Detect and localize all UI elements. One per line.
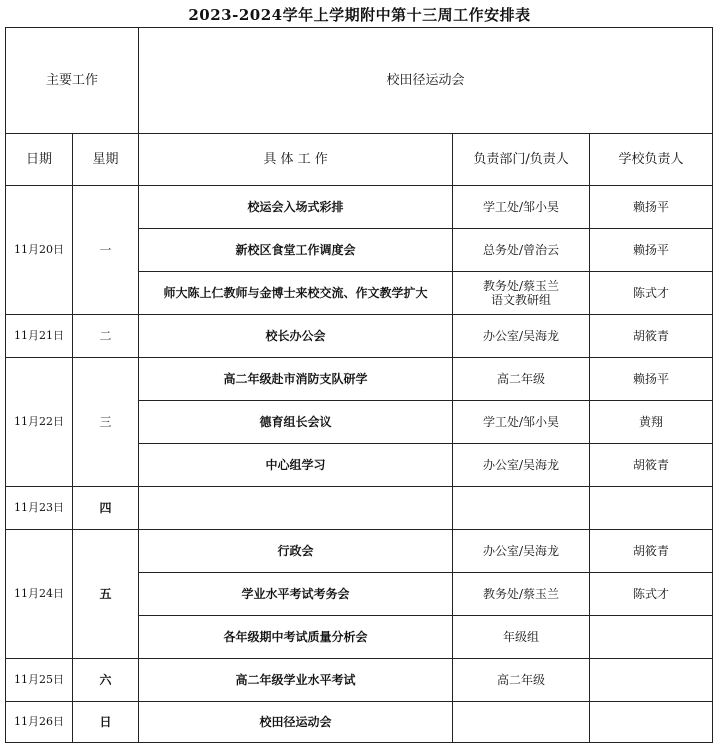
dept-cell: 办公室/吴海龙 — [453, 530, 590, 573]
date-cell: 11月23日 — [6, 487, 73, 530]
task-cell: 校长办公会 — [139, 315, 453, 358]
table-row — [6, 530, 713, 573]
dept-cell: 办公室/吴海龙 — [453, 315, 590, 358]
task-cell — [139, 487, 453, 530]
dept-cell: 学工处/邹小昊 — [453, 186, 590, 229]
task-cell: 行政会 — [139, 530, 453, 573]
task-cell: 高二年级学业水平考试 — [139, 659, 453, 702]
table-row — [6, 186, 713, 229]
leader-cell: 陈式才 — [590, 272, 713, 315]
header-task: 具 体 工 作 — [139, 134, 453, 186]
dept-cell: 学工处/邹小昊 — [453, 401, 590, 444]
weekday-cell: 六 — [73, 659, 139, 702]
header-date: 日期 — [6, 134, 73, 186]
task-cell: 新校区食堂工作调度会 — [139, 229, 453, 272]
weekday-cell: 四 — [73, 487, 139, 530]
leader-cell: 赖扬平 — [590, 358, 713, 401]
dept-cell: 办公室/吴海龙 — [453, 444, 590, 487]
leader-cell — [590, 659, 713, 702]
table-row — [6, 315, 713, 358]
dept-cell: 高二年级 — [453, 358, 590, 401]
main-work-value: 校田径运动会 — [139, 28, 713, 134]
header-row — [6, 134, 713, 186]
task-cell: 校运会入场式彩排 — [139, 186, 453, 229]
table-row — [6, 659, 713, 702]
header-weekday: 星期 — [73, 134, 139, 186]
dept-cell — [453, 702, 590, 743]
date-cell: 11月25日 — [6, 659, 73, 702]
leader-cell: 陈式才 — [590, 573, 713, 616]
leader-cell: 胡筱青 — [590, 444, 713, 487]
table-row — [6, 487, 713, 530]
date-cell: 11月21日 — [6, 315, 73, 358]
leader-cell: 赖扬平 — [590, 229, 713, 272]
leader-cell — [590, 702, 713, 743]
weekday-cell: 二 — [73, 315, 139, 358]
date-cell: 11月20日 — [6, 186, 73, 315]
dept-cell: 年级组 — [453, 616, 590, 659]
date-cell: 11月26日 — [6, 702, 73, 743]
leader-cell: 赖扬平 — [590, 186, 713, 229]
main-work-label: 主要工作 — [6, 28, 139, 134]
task-cell: 中心组学习 — [139, 444, 453, 487]
table-row — [6, 702, 713, 743]
page-title: 2023-2024学年上学期附中第十三周工作安排表 — [188, 6, 531, 24]
task-cell: 高二年级赴市消防支队研学 — [139, 358, 453, 401]
dept-cell — [453, 487, 590, 530]
date-cell: 11月24日 — [6, 530, 73, 659]
weekday-cell: 日 — [73, 702, 139, 743]
schedule-table — [5, 27, 713, 743]
task-cell: 德育组长会议 — [139, 401, 453, 444]
dept-line: 教务处/蔡玉兰 — [482, 279, 560, 293]
leader-cell: 黄翔 — [590, 401, 713, 444]
weekday-cell: 三 — [73, 358, 139, 487]
dept-cell: 教务处/蔡玉兰 — [453, 573, 590, 616]
dept-cell — [453, 272, 590, 315]
weekday-cell: 一 — [73, 186, 139, 315]
date-cell: 11月22日 — [6, 358, 73, 487]
leader-cell: 胡筱青 — [590, 530, 713, 573]
dept-cell: 高二年级 — [453, 659, 590, 702]
task-cell: 各年级期中考试质量分析会 — [139, 616, 453, 659]
leader-cell — [590, 616, 713, 659]
table-row — [6, 358, 713, 401]
header-dept: 负责部门/负责人 — [453, 134, 590, 186]
leader-cell: 胡筱青 — [590, 315, 713, 358]
leader-cell — [590, 487, 713, 530]
task-cell: 师大陈上仁教师与金博士来校交流、作文教学扩大 — [139, 272, 453, 315]
task-cell: 学业水平考试考务会 — [139, 573, 453, 616]
header-leader: 学校负责人 — [590, 134, 713, 186]
dept-line-2: 语文教研组 — [491, 293, 552, 307]
main-work-row — [6, 28, 713, 134]
dept-cell: 总务处/曾治云 — [453, 229, 590, 272]
task-cell: 校田径运动会 — [139, 702, 453, 743]
weekday-cell: 五 — [73, 530, 139, 659]
